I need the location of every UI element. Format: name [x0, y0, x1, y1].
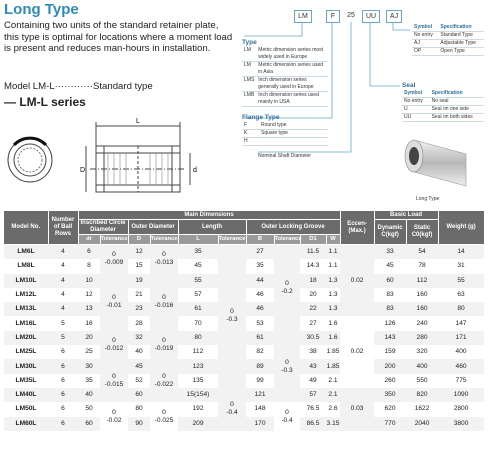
L-tolerance-cell-line: 0	[230, 308, 234, 316]
D1-cell: 27	[300, 316, 326, 330]
dimension-table	[4, 211, 485, 431]
type-symbol: LM	[242, 47, 256, 62]
D1-cell: 20	[300, 288, 326, 302]
B-cell: 61	[246, 331, 274, 345]
ball-rows-cell: 5	[48, 316, 78, 330]
length-cell: 70	[178, 316, 218, 330]
col-L-tol: Tolerance	[218, 235, 246, 245]
W-cell: 1.85	[326, 359, 340, 373]
dynamic-load-cell: 143	[374, 331, 406, 345]
W-cell: 1.85	[326, 345, 340, 359]
dim-L-label: L	[136, 118, 140, 125]
dr-tolerance-cell-line: -0.012	[104, 345, 124, 353]
outer-diameter-cell: 12	[128, 245, 150, 260]
B-tolerance-cell	[274, 331, 300, 402]
dr-tolerance-cell-line: -0.009	[104, 259, 124, 267]
type-desc: Metric dimension series used in Asia	[256, 62, 328, 77]
D1-cell: 86.5	[300, 417, 326, 431]
code-part-type: LM	[294, 10, 312, 23]
B-cell: 170	[246, 417, 274, 431]
D1-cell: 22	[300, 302, 326, 316]
outer-diameter-cell: 90	[128, 417, 150, 431]
dim-D-label: D	[80, 167, 86, 174]
seal-spec: Seal on both sides	[430, 114, 484, 122]
type-symbol: LMS	[242, 77, 256, 92]
ball-rows-cell: 4	[48, 302, 78, 316]
clearance-symbol: OP	[412, 48, 438, 56]
model-cell: LM40L	[4, 388, 48, 402]
dr-cell: 25	[78, 345, 100, 359]
static-load-cell: 320	[406, 345, 438, 359]
model-cell: LM13L	[4, 302, 48, 316]
length-cell: 61	[178, 302, 218, 316]
ball-rows-cell: 6	[48, 417, 78, 431]
B-cell: 46	[246, 288, 274, 302]
outer-diameter-cell: 40	[128, 345, 150, 359]
series-heading: — LM-L series	[4, 95, 86, 109]
D1-cell: 43	[300, 359, 326, 373]
col-dynamic: Dynamic C(kgf)	[374, 220, 406, 245]
weight-cell: 3800	[438, 417, 484, 431]
side-view-drawing	[86, 122, 190, 192]
static-load-cell: 240	[406, 316, 438, 330]
long-type-caption: Long Type	[416, 196, 440, 202]
length-cell: 57	[178, 288, 218, 302]
model-cell: LM50L	[4, 402, 48, 416]
D-tolerance-cell-line: 0	[162, 294, 166, 302]
dr-cell: 10	[78, 274, 100, 288]
length-cell: 135	[178, 374, 218, 388]
D1-cell: 57	[300, 388, 326, 402]
flange-desc: Round type	[259, 122, 328, 130]
dr-tolerance-cell	[100, 274, 128, 331]
D-tolerance-cell	[150, 359, 178, 402]
L-tolerance-cell-line: -0.3	[226, 316, 238, 324]
type-table	[242, 47, 328, 107]
weight-cell: 63	[438, 288, 484, 302]
B-cell: 82	[246, 345, 274, 359]
clearance-spec-head: Specification	[438, 24, 484, 32]
W-cell: 1.6	[326, 316, 340, 330]
weight-cell: 147	[438, 316, 484, 330]
W-cell: 2.1	[326, 374, 340, 388]
flange-symbol: F	[242, 122, 259, 130]
clearance-symbol: AJ	[412, 40, 438, 48]
col-weight: Weight (g)	[438, 211, 484, 245]
D-tolerance-cell	[150, 245, 178, 274]
bearing-drawing	[4, 112, 232, 208]
static-load-cell: 1622	[406, 402, 438, 416]
D-tolerance-cell-line: -0.016	[154, 302, 174, 310]
dynamic-load-cell: 126	[374, 316, 406, 330]
nominal-shaft-label: Nominal Shaft Diameter	[258, 153, 312, 159]
col-D1: D1	[300, 235, 326, 245]
length-cell: 45	[178, 259, 218, 273]
weight-cell: 55	[438, 274, 484, 288]
dr-cell: 13	[78, 302, 100, 316]
dim-d-label: d	[193, 167, 197, 174]
D-tolerance-cell-line: 0	[162, 408, 166, 416]
D1-cell: 11.5	[300, 245, 326, 260]
dr-tolerance-cell	[100, 402, 128, 431]
B-cell: 121	[246, 388, 274, 402]
col-main-dimensions: Main Dimensions	[78, 211, 340, 220]
ball-rows-cell: 6	[48, 374, 78, 388]
seal-symbol-head: Symbol	[402, 90, 430, 98]
B-tolerance-cell-line: -0.2	[281, 287, 293, 295]
L-tolerance-cell	[218, 245, 246, 388]
B-cell: 46	[246, 302, 274, 316]
B-tolerance-cell-line: 0	[285, 358, 289, 366]
model-cell: LM12L	[4, 288, 48, 302]
dynamic-load-cell: 260	[374, 374, 406, 388]
B-cell: 35	[246, 259, 274, 273]
dr-cell: 30	[78, 359, 100, 373]
clearance-spec: Adjustable Type	[438, 40, 484, 48]
length-cell: 123	[178, 359, 218, 373]
seal-spec: No seal	[430, 98, 484, 106]
static-load-cell: 54	[406, 245, 438, 260]
D-tolerance-cell-line: -0.025	[154, 416, 174, 424]
weight-cell: 460	[438, 359, 484, 373]
L-tolerance-cell	[218, 388, 246, 431]
dynamic-load-cell: 83	[374, 302, 406, 316]
seal-table	[402, 90, 484, 122]
seal-symbol: U	[402, 106, 430, 114]
ball-rows-cell: 6	[48, 359, 78, 373]
code-part-flange: F	[326, 10, 340, 23]
D-tolerance-cell-line: -0.019	[154, 345, 174, 353]
D-tolerance-cell-line: 0	[162, 251, 166, 259]
intro-text: Containing two units of the standard retainer plate, this type is optimal for locations where a moment load is present and reduces man-hours in installation.	[4, 20, 233, 54]
model-cell: LM8L	[4, 259, 48, 273]
outer-diameter-cell: 19	[128, 274, 150, 288]
dr-cell: 12	[78, 288, 100, 302]
dr-tolerance-cell-line: -0.015	[104, 380, 124, 388]
ball-rows-cell: 5	[48, 331, 78, 345]
model-cell: LM25L	[4, 345, 48, 359]
D-tolerance-cell	[150, 274, 178, 331]
flange-section-title: Flange Type	[242, 114, 280, 121]
D-tolerance-cell-line: 0	[162, 372, 166, 380]
seal-spec-head: Specification	[430, 90, 484, 98]
ball-rows-cell: 4	[48, 274, 78, 288]
ball-rows-cell: 6	[48, 388, 78, 402]
D1-cell: 38	[300, 345, 326, 359]
weight-cell: 31	[438, 259, 484, 273]
eccentricity-cell: 0.02	[340, 245, 374, 317]
dr-tolerance-cell	[100, 331, 128, 360]
length-cell: 55	[178, 274, 218, 288]
static-load-cell: 160	[406, 302, 438, 316]
D1-cell: 14.3	[300, 259, 326, 273]
W-cell: 1.6	[326, 331, 340, 345]
B-tolerance-cell-line: -0.3	[281, 366, 293, 374]
L-tolerance-cell-line: -0.4	[226, 409, 238, 417]
weight-cell: 1090	[438, 388, 484, 402]
D1-cell: 18	[300, 274, 326, 288]
model-cell: LM16L	[4, 316, 48, 330]
dr-tolerance-cell-line: 0	[112, 337, 116, 345]
flange-desc: Square type	[259, 130, 328, 138]
type-symbol: LM	[242, 62, 256, 77]
ball-rows-cell: 4	[48, 288, 78, 302]
outer-diameter-cell: 52	[128, 374, 150, 388]
table-row	[4, 245, 484, 260]
type-desc: Metric dimension series most widely used in Europe	[256, 47, 328, 62]
ball-rows-cell: 4	[48, 245, 78, 260]
ball-rows-cell: 6	[48, 345, 78, 359]
dynamic-load-cell: 159	[374, 345, 406, 359]
dynamic-load-cell: 33	[374, 245, 406, 260]
length-cell: 15(154)	[178, 388, 218, 402]
type-symbol: LMB	[242, 92, 256, 107]
code-part-clearance: AJ	[386, 10, 402, 23]
static-load-cell: 78	[406, 259, 438, 273]
ball-rows-cell: 4	[48, 259, 78, 273]
weight-cell: 14	[438, 245, 484, 260]
B-tolerance-cell-line: -0.4	[281, 416, 293, 424]
col-model: Model No.	[4, 211, 48, 245]
model-cell: LM60L	[4, 417, 48, 431]
W-cell: 1.1	[326, 245, 340, 260]
model-cell: LM35L	[4, 374, 48, 388]
W-cell: 1.3	[326, 274, 340, 288]
clearance-symbol: No entry	[412, 32, 438, 40]
dimension-table-body	[4, 245, 484, 431]
D1-cell: 30.5	[300, 331, 326, 345]
outer-diameter-cell: 80	[128, 402, 150, 416]
static-load-cell: 2040	[406, 417, 438, 431]
dr-cell: 16	[78, 316, 100, 330]
static-load-cell: 400	[406, 359, 438, 373]
col-B: B	[246, 235, 274, 245]
W-cell: 1.3	[326, 302, 340, 316]
W-cell: 1.3	[326, 288, 340, 302]
static-load-cell: 160	[406, 288, 438, 302]
outer-diameter-cell: 28	[128, 316, 150, 330]
dynamic-load-cell: 45	[374, 259, 406, 273]
W-cell: 1.1	[326, 259, 340, 273]
W-cell: 3.15	[326, 417, 340, 431]
dr-cell: 6	[78, 245, 100, 260]
D1-cell: 49	[300, 374, 326, 388]
type-desc: Inch dimension series used mainly in USA	[256, 92, 328, 107]
length-cell: 192	[178, 402, 218, 416]
dynamic-load-cell: 83	[374, 288, 406, 302]
dr-tolerance-cell-line: 0	[112, 408, 116, 416]
B-tolerance-cell-line: 0	[285, 408, 289, 416]
seal-symbol: UU	[402, 114, 430, 122]
col-B-tol: Tolerance	[274, 235, 300, 245]
dynamic-load-cell: 620	[374, 402, 406, 416]
B-tolerance-cell	[274, 245, 300, 331]
model-cell: LM10L	[4, 274, 48, 288]
dr-cell: 8	[78, 259, 100, 273]
col-inscribed: Inscribed Circle Diameter	[78, 220, 128, 235]
dr-tolerance-cell-line: 0	[112, 372, 116, 380]
dr-cell: 50	[78, 402, 100, 416]
B-cell: 89	[246, 359, 274, 373]
col-outer: Outer Diameter	[128, 220, 178, 235]
seal-spec: Seal on one side	[430, 106, 484, 114]
D-tolerance-cell-line: 0	[162, 337, 166, 345]
long-type-bearing-image	[392, 130, 484, 196]
L-tolerance-cell-line: 0	[230, 401, 234, 409]
B-cell: 53	[246, 316, 274, 330]
length-cell: 35	[178, 245, 218, 260]
ball-rows-cell: 6	[48, 402, 78, 416]
weight-cell: 80	[438, 302, 484, 316]
model-code-diagram	[240, 6, 486, 206]
dr-tolerance-cell-line: -0.02	[106, 416, 122, 424]
seal-symbol: No entry	[402, 98, 430, 106]
table-row	[4, 388, 484, 402]
W-cell: 2.1	[326, 388, 340, 402]
weight-cell: 775	[438, 374, 484, 388]
flange-table	[242, 122, 328, 146]
weight-cell: 171	[438, 331, 484, 345]
col-ball-rows: Number of Ball Rows	[48, 211, 78, 245]
end-view-drawing	[8, 138, 52, 182]
length-cell: 80	[178, 331, 218, 345]
static-load-cell: 550	[406, 374, 438, 388]
col-length: Length	[178, 220, 246, 235]
type-section-title: Type	[242, 39, 257, 46]
outer-diameter-cell: 60	[128, 388, 150, 402]
B-tolerance-cell-line: 0	[285, 279, 289, 287]
type-desc: Inch dimension series generally used in Europe	[256, 77, 328, 92]
outer-diameter-cell: 23	[128, 302, 150, 316]
outer-diameter-cell: 21	[128, 288, 150, 302]
flange-symbol: K	[242, 130, 259, 138]
col-groove: Outer Locking Groove	[246, 220, 340, 235]
D1-cell: 76.5	[300, 402, 326, 416]
col-W: W	[326, 235, 340, 245]
eccentricity-cell: 0.03	[340, 388, 374, 431]
dr-tolerance-cell-line: -0.01	[106, 302, 122, 310]
seal-section-title: Seal	[402, 82, 416, 89]
B-cell: 99	[246, 374, 274, 388]
col-eccentricity: Eccen-(Max.)	[340, 211, 374, 245]
weight-cell: 400	[438, 345, 484, 359]
W-cell: 2.6	[326, 402, 340, 416]
dr-cell: 20	[78, 331, 100, 345]
length-cell: 209	[178, 417, 218, 431]
D-tolerance-cell-line: -0.022	[154, 380, 174, 388]
col-static: Static C0(kgf)	[406, 220, 438, 245]
B-cell: 27	[246, 245, 274, 260]
dynamic-load-cell: 200	[374, 359, 406, 373]
flange-desc	[259, 138, 328, 146]
col-dr: dr	[78, 235, 100, 245]
col-D-tol: Tolerance	[150, 235, 178, 245]
clearance-symbol-head: Symbol	[412, 24, 438, 32]
B-cell: 148	[246, 402, 274, 416]
clearance-spec: Open Type	[438, 48, 484, 56]
static-load-cell: 820	[406, 388, 438, 402]
flange-symbol: H	[242, 138, 259, 146]
dr-cell: 35	[78, 374, 100, 388]
outer-diameter-cell: 45	[128, 359, 150, 373]
model-cell: LM20L	[4, 331, 48, 345]
B-cell: 44	[246, 274, 274, 288]
clearance-table	[412, 24, 484, 56]
model-cell: LM30L	[4, 359, 48, 373]
dynamic-load-cell: 60	[374, 274, 406, 288]
code-part-seal: UU	[362, 10, 380, 23]
col-dr-tol: Tolerance	[100, 235, 128, 245]
dr-tolerance-cell	[100, 245, 128, 274]
D-tolerance-cell	[150, 331, 178, 360]
dr-tolerance-cell-line: 0	[112, 251, 116, 259]
page-title: Long Type	[4, 1, 79, 18]
dr-tolerance-cell-line: 0	[112, 294, 116, 302]
static-load-cell: 112	[406, 274, 438, 288]
D-tolerance-cell	[150, 402, 178, 431]
col-L: L	[178, 235, 218, 245]
outer-diameter-cell: 15	[128, 259, 150, 273]
col-D: D	[128, 235, 150, 245]
length-cell: 112	[178, 345, 218, 359]
weight-cell: 2800	[438, 402, 484, 416]
dr-cell: 40	[78, 388, 100, 402]
col-basic-load: Basic Load	[374, 211, 438, 220]
outer-diameter-cell: 32	[128, 331, 150, 345]
static-load-cell: 280	[406, 331, 438, 345]
dr-tolerance-cell	[100, 359, 128, 402]
dynamic-load-cell: 770	[374, 417, 406, 431]
B-tolerance-cell	[274, 402, 300, 431]
dr-cell: 60	[78, 417, 100, 431]
dynamic-load-cell: 350	[374, 388, 406, 402]
model-line: Model LM-L············Standard type	[4, 81, 153, 92]
model-cell: LM6L	[4, 245, 48, 260]
code-part-size: 25	[344, 10, 358, 21]
D-tolerance-cell-line: -0.013	[154, 259, 174, 267]
eccentricity-cell: 0.02	[340, 316, 374, 387]
clearance-spec: Standard Type	[438, 32, 484, 40]
